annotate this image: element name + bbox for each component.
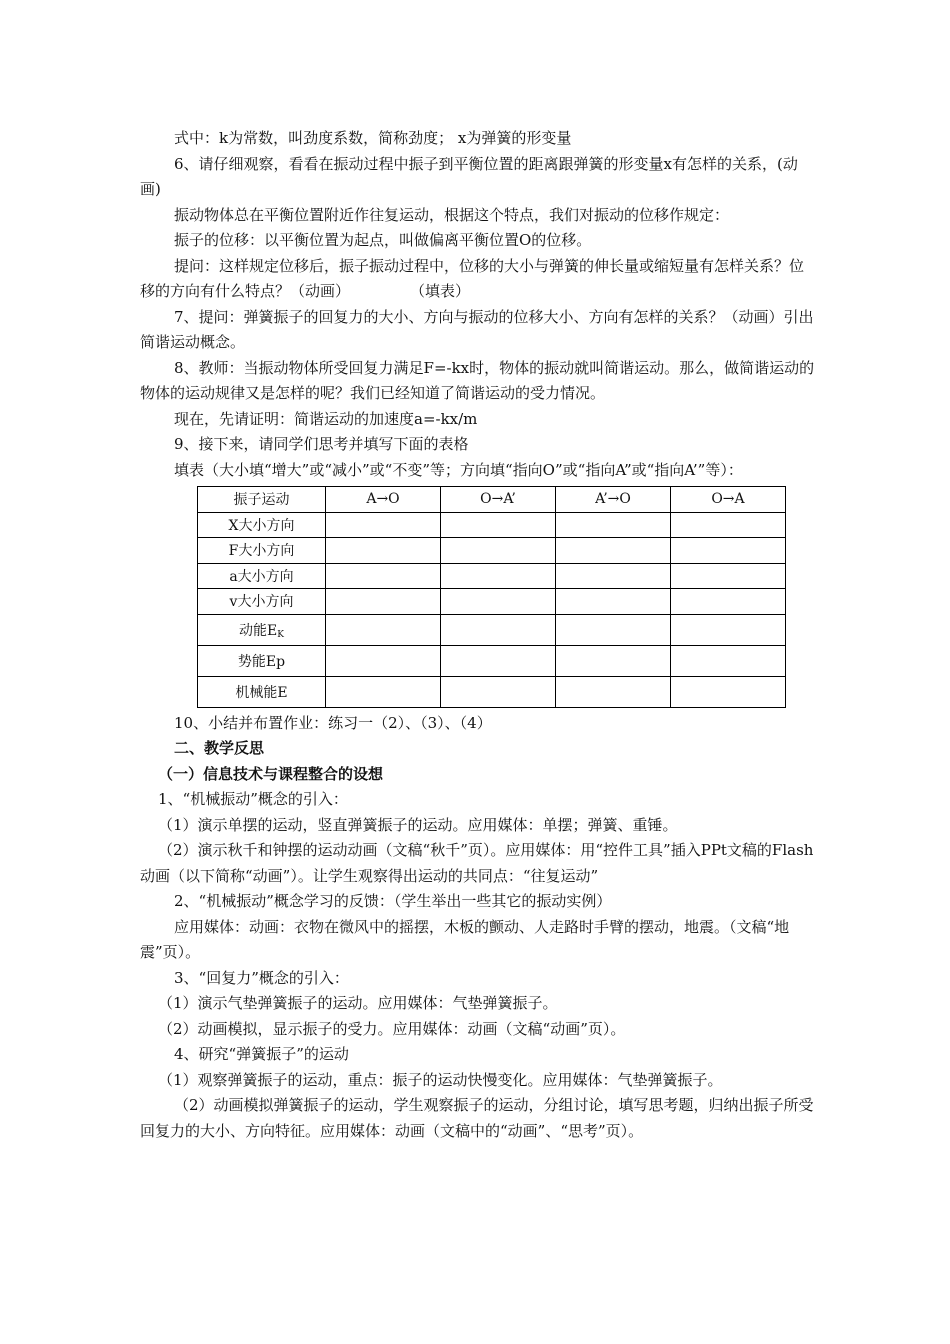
subsection-heading: （一）信息技术与课程整合的设想 [158,764,384,783]
table-cell [671,589,786,615]
table-row [198,589,786,615]
paragraph-formula-note: 式中：k为常数，叫劲度系数，简称劲度； x为弹簧的形变量 [174,129,572,147]
table-row [198,563,786,589]
section-heading-reflection: 二、教学反思 [174,739,265,757]
row-label: 势能Ep [198,645,326,676]
table-cell [556,676,671,707]
paragraph-fill-instructions: 填表（大小填“增大”或“减小”或“不变”等；方向填“指向O”或“指向A”或“指向A’”等）： [174,460,743,479]
table-row [198,512,786,538]
table-cell [326,614,441,645]
row-label: F大小方向 [198,538,326,564]
item-3-heading: 3、“回复力”概念的引入： [174,968,349,987]
table-cell [441,563,556,589]
table-cell [556,614,671,645]
table-header-row [198,487,786,513]
table-cell [671,512,786,538]
row-label: v大小方向 [198,589,326,615]
paragraph-10: 10、小结并布置作业：练习一（2）、（3）、（4） [174,713,492,732]
table-cell [671,676,786,707]
table-cell [556,645,671,676]
paragraph-7: 7、提问：弹簧振子的回复力的大小、方向与振动的位移大小、方向有怎样的关系？（动画）引出简谐运动概念。 [140,307,814,351]
item-4-heading: 4、研究“弹簧振子”的运动 [174,1045,349,1063]
table-cell [556,563,671,589]
motion-table [197,486,786,708]
document-body [140,126,815,1144]
table-header: 振子运动 [198,487,326,513]
table-cell [441,614,556,645]
paragraph-displacement: 振子的位移：以平衡位置为起点，叫做偏离平衡位置O的位移。 [174,231,592,249]
paragraph-proof: 现在，先请证明：简谐运动的加速度a=-kx/m [174,409,478,428]
table-cell [441,538,556,564]
item-2-heading: 2、“机械振动”概念学习的反馈：（学生举出一些其它的振动实例） [174,892,612,910]
table-header: A’→O [556,487,671,513]
table-header: O→A’ [441,487,556,513]
row-label: 机械能E [198,676,326,707]
table-cell [556,512,671,538]
paragraph-vibration-rule: 振动物体总在平衡位置附近作往复运动，根据这个特点，我们对振动的位移作规定： [174,205,730,224]
table-cell [441,645,556,676]
table-row [198,614,786,645]
table-cell [441,512,556,538]
row-label: a大小方向 [198,563,326,589]
item-1-2: （2）演示秋千和钟摆的运动动画（文稿“秋千”页）。应用媒体：用“控件工具”插入PPt文稿的Flash动画（以下简称“动画”）。让学生观察得出运动的共同点：“往复运动” [140,841,814,885]
table-cell [326,676,441,707]
table-cell [326,538,441,564]
table-header: A→O [326,487,441,513]
item-4-2: （2）动画模拟弹簧振子的运动，学生观察振子的运动，分组讨论，填写思考题，归纳出振子所受回复力的大小、方向特征。应用媒体：动画（文稿中的“动画”、“思考”页）。 [140,1096,814,1140]
table-cell [326,589,441,615]
table-cell [326,512,441,538]
table-cell [671,538,786,564]
paragraph-9: 9、接下来，请同学们思考并填写下面的表格 [174,435,469,453]
paragraph-6: 6、请仔细观察，看看在振动过程中振子到平衡位置的距离跟弹簧的形变量x有怎样的关系，(动画) [140,154,798,198]
item-3-1: （1）演示气垫弹簧振子的运动。应用媒体：气垫弹簧振子。 [158,994,558,1012]
item-1-heading: 1、“机械振动”概念的引入： [158,790,348,808]
item-1-1: （1）演示单摆的运动，竖直弹簧振子的运动。应用媒体：单摆；弹簧、重锤。 [158,815,678,834]
table-cell [556,589,671,615]
table-cell [326,563,441,589]
table-cell [326,645,441,676]
row-label-kinetic-energy: 动能$E_K$ [198,614,326,645]
paragraph-question: 提问：这样规定位移后，振子振动过程中，位移的大小与弹簧的伸长量或缩短量有怎样关系？位移的方向有什么特点？（动画） （填表） [140,256,805,300]
table-cell [671,563,786,589]
table-header: O→A [671,487,786,513]
table-cell [671,614,786,645]
row-label: X大小方向 [198,512,326,538]
table-row [198,676,786,707]
table-cell [441,589,556,615]
table-cell [671,645,786,676]
paragraph-8: 8、教师：当振动物体所受回复力满足F=-kx时，物体的振动就叫简谐运动。那么，做简谐运动的物体的运动规律又是怎样的呢？我们已经知道了简谐运动的受力情况。 [140,358,815,402]
table-row [198,645,786,676]
item-3-2: （2）动画模拟，显示振子的受力。应用媒体：动画（文稿“动画”页）。 [158,1019,626,1038]
item-4-1: （1）观察弹簧振子的运动，重点：振子的运动快慢变化。应用媒体：气垫弹簧振子。 [158,1070,723,1089]
table-cell [556,538,671,564]
item-2-media: 应用媒体：动画：衣物在微风中的摇摆，木板的颤动、人走路时手臂的摆动，地震。（文稿“地震”页）。 [140,917,790,961]
table-row [198,538,786,564]
table-cell [441,676,556,707]
